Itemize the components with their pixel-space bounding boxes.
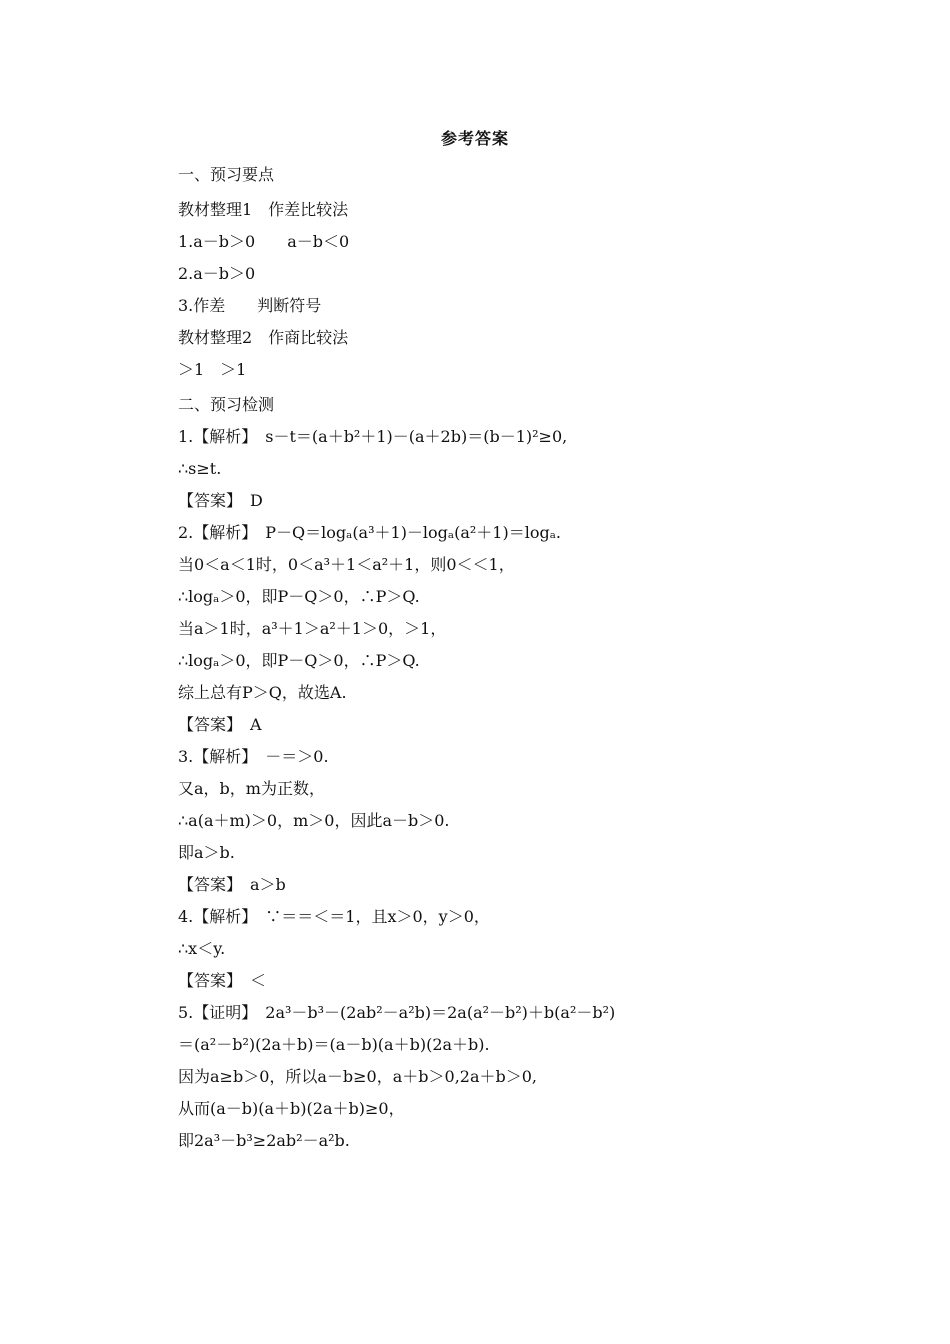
- text-line: ∴logₐ＞0，即P－Q＞0，∴P＞Q.: [178, 651, 420, 670]
- section-heading-preview-check: 二、预习检测: [178, 395, 275, 414]
- answer-line: 【答案】 a＞b: [178, 875, 286, 894]
- text-line: 3.【解析】 －＝＞0.: [178, 747, 329, 766]
- text-line: ＝(a²－b²)(2a＋b)＝(a－b)(a＋b)(2a＋b).: [178, 1035, 490, 1054]
- text-line: 当0＜a＜1时，0＜a³＋1＜a²＋1，则0＜＜1，: [178, 555, 515, 574]
- answer-line: 【答案】 ＜: [178, 971, 267, 990]
- text-line: 教材整理2 作商比较法: [178, 328, 349, 347]
- text-line: 1.【解析】 s－t＝(a＋b²＋1)－(a＋2b)＝(b－1)²≥0,: [178, 427, 568, 446]
- text-line: 综上总有P＞Q，故选A.: [178, 683, 347, 702]
- text-line: ＞1 ＞1: [178, 360, 247, 379]
- text-line: ∴x＜y.: [178, 939, 226, 958]
- text-line: 教材整理1 作差比较法: [178, 200, 349, 219]
- text-line: 从而(a－b)(a＋b)(2a＋b)≥0，: [178, 1099, 405, 1118]
- answer-line: 【答案】 A: [178, 715, 262, 734]
- text-line: 3.作差 判断符号: [178, 296, 322, 315]
- answer-line: 【答案】 D: [178, 491, 263, 510]
- text-line: ∴a(a＋m)＞0，m＞0，因此a－b＞0.: [178, 811, 450, 830]
- text-line: 即a＞b.: [178, 843, 235, 862]
- page-title: 参考答案: [440, 129, 509, 148]
- text-line: ∴s≥t.: [178, 459, 222, 478]
- text-line: 2.【解析】 P－Q＝logₐ(a³＋1)－logₐ(a²＋1)＝logₐ.: [178, 523, 561, 542]
- text-line: 4.【解析】 ∵＝＝＜＝1，且x＞0，y＞0，: [178, 907, 490, 926]
- text-line: 因为a≥b＞0，所以a－b≥0，a＋b＞0,2a＋b＞0,: [178, 1067, 538, 1086]
- text-line: 5.【证明】 2a³－b³－(2ab²－a²b)＝2a(a²－b²)＋b(a²－b²): [178, 1003, 616, 1022]
- text-line: 当a＞1时，a³＋1＞a²＋1＞0，＞1，: [178, 619, 447, 638]
- text-line: 1.a－b＞0 a－b＜0: [178, 232, 350, 251]
- section-heading-preview-points: 一、预习要点: [178, 165, 275, 184]
- text-line: 即2a³－b³≥2ab²－a²b.: [178, 1131, 350, 1150]
- text-line: 又a，b，m为正数，: [178, 779, 325, 798]
- answer-lines: [178, 164, 878, 1162]
- text-line: 2.a－b＞0: [178, 264, 256, 283]
- text-line: ∴logₐ＞0，即P－Q＞0，∴P＞Q.: [178, 587, 420, 606]
